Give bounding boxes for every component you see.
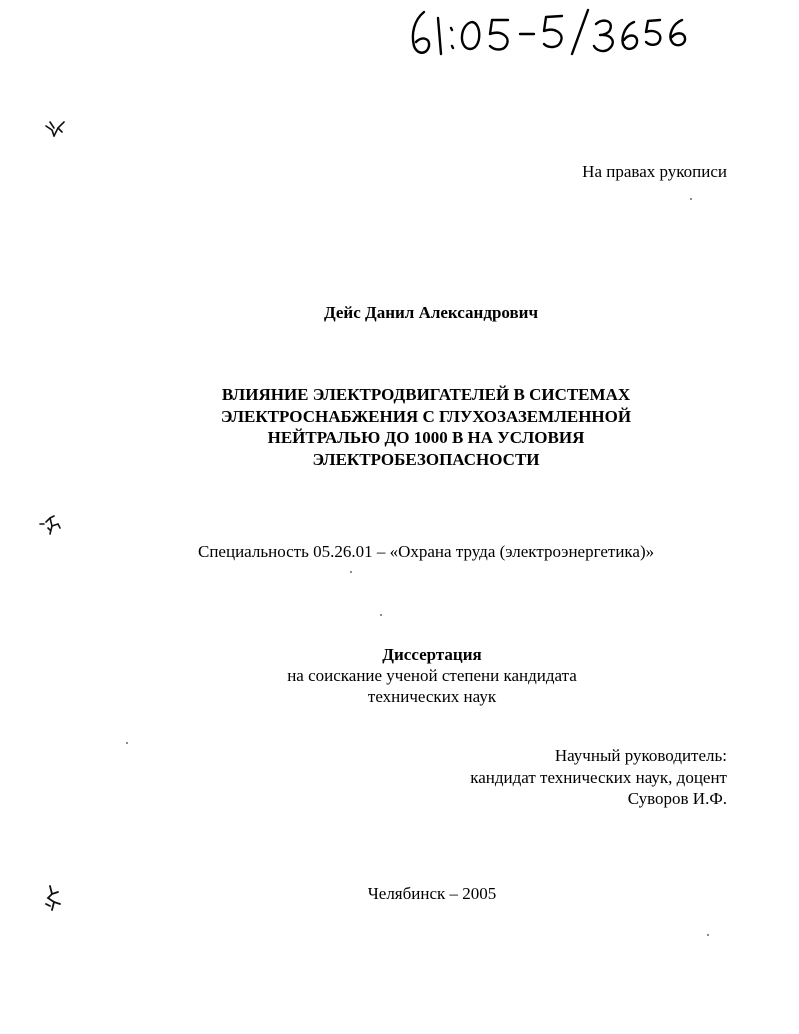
degree-field-line: технических наук [367,687,497,706]
supervisor-name: Суворов И.Ф. [627,789,727,808]
dissertation-heading: Диссертация [382,645,482,664]
handwritten-archive-number [408,4,698,60]
rights-notice: На правах рукописи [582,162,727,181]
specialty-line: Специальность 05.26.01 – «Охрана труда (электроэнергетика)» [198,542,655,561]
scan-dot [690,198,692,200]
supervisor-block [470,745,727,810]
dissertation-title [0,384,799,470]
title-line: НЕЙТРАЛЬЮ ДО 1000 В НА УСЛОВИЯ [267,428,585,447]
author-name: Дейс Данил Александрович [323,303,539,322]
degree-line: на соискание ученой степени кандидата [287,666,577,685]
city-year: Челябинск – 2005 [367,884,497,903]
title-line: ЭЛЕКТРОБЕЗОПАСНОСТИ [312,449,540,469]
title-line: ВЛИЯНИЕ ЭЛЕКТРОДВИГАТЕЛЕЙ В СИСТЕМАХ [221,385,631,404]
scan-dot [707,934,709,936]
dissertation-block [0,644,799,707]
scan-dot [126,742,128,744]
supervisor-degree: кандидат технических наук, доцент [470,767,727,787]
title-line: ЭЛЕКТРОСНАБЖЕНИЯ С ГЛУХОЗАЗЕМЛЕННОЙ [220,406,632,426]
margin-speck [44,118,66,138]
scan-dot [380,614,382,616]
margin-speck [38,512,64,536]
supervisor-label: Научный руководитель: [554,746,727,765]
scan-dot [350,571,352,573]
